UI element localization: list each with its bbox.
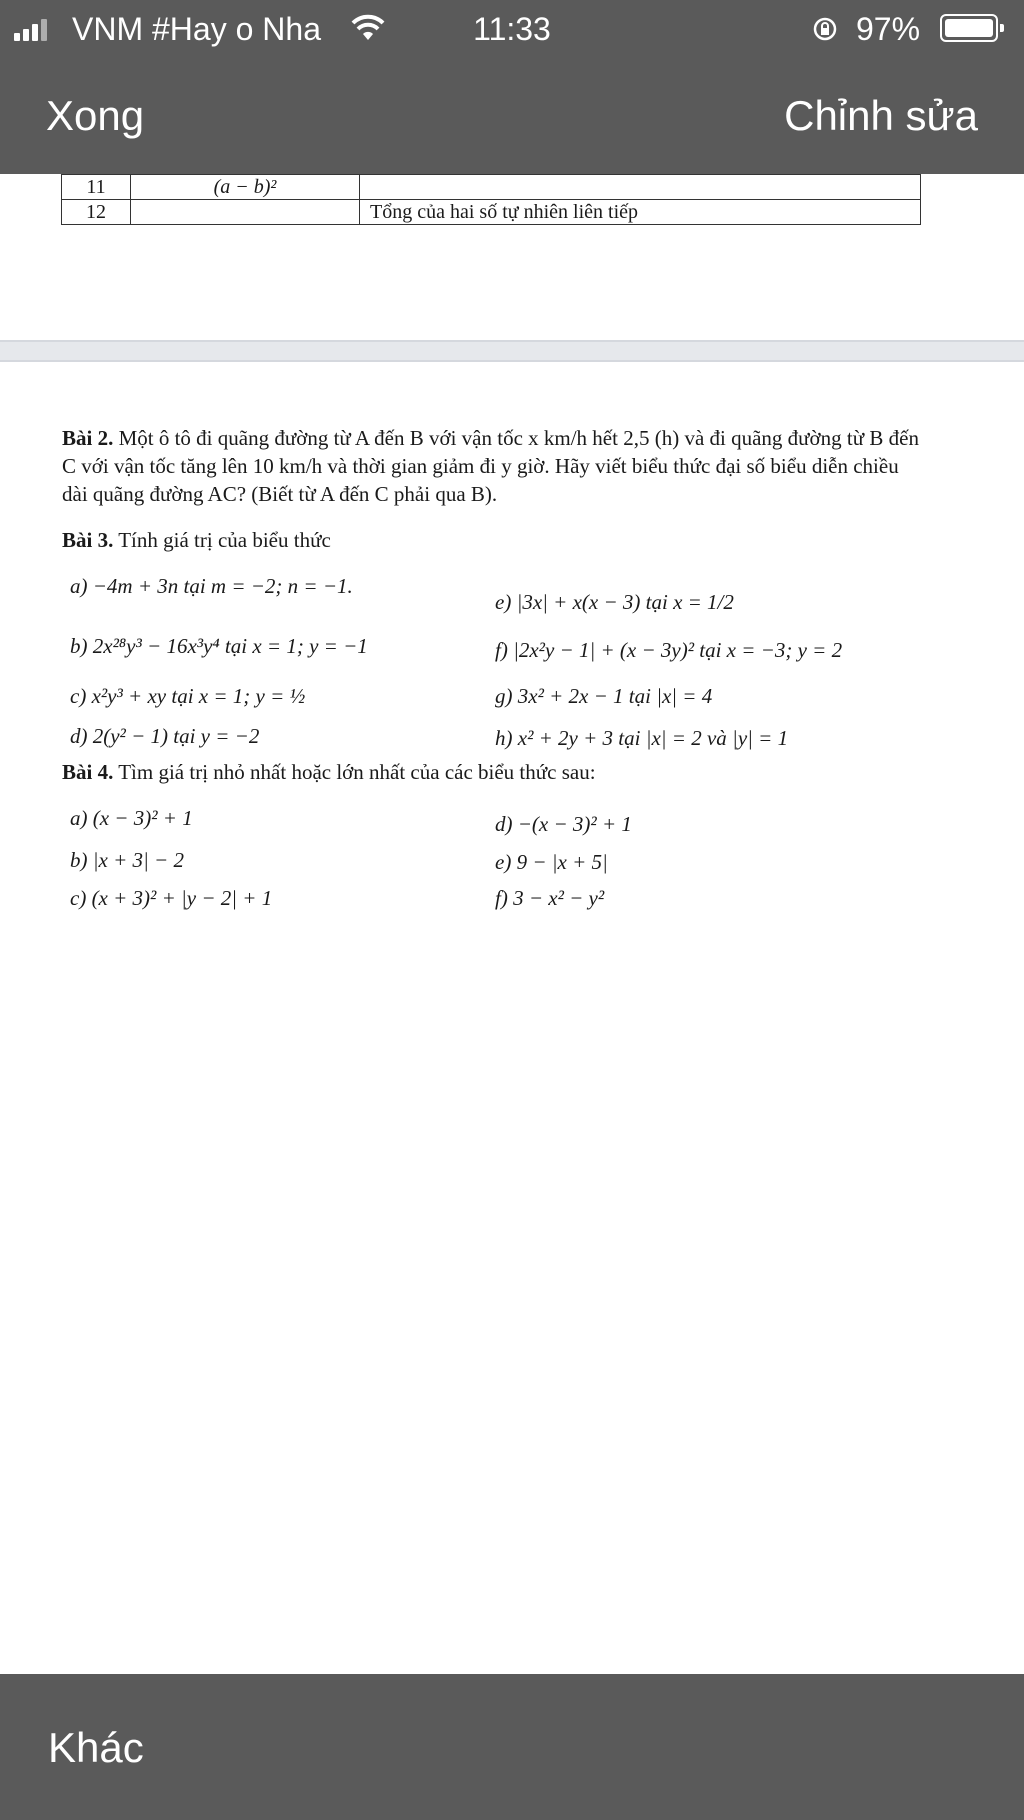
table-cell-number: 12 bbox=[62, 200, 131, 225]
exercise-4-title bbox=[62, 758, 922, 786]
exercise-4-item-b: b) |x + 3| − 2 bbox=[70, 848, 184, 872]
exercise-3-title bbox=[62, 526, 922, 554]
battery-icon bbox=[940, 14, 998, 42]
clock: 11:33 bbox=[473, 11, 551, 47]
exercise-2 bbox=[62, 424, 922, 508]
exercise-3-item-g: g) 3x² + 2x − 1 tại |x| = 4 bbox=[495, 684, 713, 708]
exercise-3-item-e: e) |3x| + x(x − 3) tại x = 1/2 bbox=[495, 590, 734, 614]
table-cell-number: 11 bbox=[62, 175, 131, 200]
exercise-2-text: Một ô tô đi quãng đường từ A đến B với vận tốc x km/h hết 2,5 (h) và đi quãng đường từ B đến C với vận tốc tăng lên 10 km/h và thời gian giảm đi y giờ. Hãy viết biểu thức đại số biểu diễn chiều dài quãng đường AC? (Biết từ A đến C phải qua B). bbox=[62, 426, 919, 506]
exercise-4-heading: Bài 4. bbox=[62, 760, 114, 784]
exercise-4-text: Tìm giá trị nhỏ nhất hoặc lớn nhất của các biểu thức sau: bbox=[118, 760, 596, 784]
exercise-3-item-f: f) |2x²y − 1| + (x − 3y)² tại x = −3; y = 2 bbox=[495, 638, 843, 662]
done-button[interactable]: Xong bbox=[46, 92, 145, 139]
top-bar bbox=[0, 0, 1024, 174]
exercise-3-item-d: d) 2(y² − 1) tại y = −2 bbox=[70, 724, 260, 748]
table-cell-description bbox=[360, 175, 921, 200]
exercise-3-text: Tính giá trị của biểu thức bbox=[118, 528, 331, 552]
exercise-3-item-b: b) 2x²⁸y³ − 16x³y⁴ tại x = 1; y = −1 bbox=[70, 634, 368, 658]
battery-percentage: 97% bbox=[856, 11, 921, 47]
previous-page-table bbox=[61, 174, 921, 225]
more-button[interactable]: Khác bbox=[48, 1724, 144, 1771]
bottom-toolbar bbox=[0, 1674, 1024, 1820]
exercise-4-item-e: e) 9 − |x + 5| bbox=[495, 850, 608, 874]
table-cell-expression: (a − b)² bbox=[131, 175, 360, 200]
carrier-name: VNM #Hay o Nha bbox=[72, 11, 321, 47]
exercise-3-item-c: c) x²y³ + xy tại x = 1; y = ½ bbox=[70, 684, 306, 708]
rotation-lock-icon bbox=[812, 16, 838, 42]
edit-button[interactable]: Chỉnh sửa bbox=[784, 92, 978, 139]
exercise-2-heading: Bài 2. bbox=[62, 426, 114, 450]
exercise-4-item-d: d) −(x − 3)² + 1 bbox=[495, 812, 632, 836]
exercise-3-item-a: a) −4m + 3n tại m = −2; n = −1. bbox=[70, 574, 353, 598]
exercise-4-item-a: a) (x − 3)² + 1 bbox=[70, 806, 193, 830]
exercise-4-item-f: f) 3 − x² − y² bbox=[495, 886, 605, 910]
table-row bbox=[62, 200, 921, 225]
document-view[interactable] bbox=[0, 174, 1024, 1674]
table-cell-description: Tổng của hai số tự nhiên liên tiếp bbox=[360, 200, 921, 225]
exercise-3-heading: Bài 3. bbox=[62, 528, 114, 552]
table-row bbox=[62, 175, 921, 200]
exercise-4-item-c: c) (x + 3)² + |y − 2| + 1 bbox=[70, 886, 273, 910]
status-bar bbox=[0, 0, 1024, 58]
exercise-3-item-h: h) x² + 2y + 3 tại |x| = 2 và |y| = 1 bbox=[495, 726, 789, 750]
page-separator bbox=[0, 340, 1024, 362]
table-cell-expression bbox=[131, 200, 360, 225]
